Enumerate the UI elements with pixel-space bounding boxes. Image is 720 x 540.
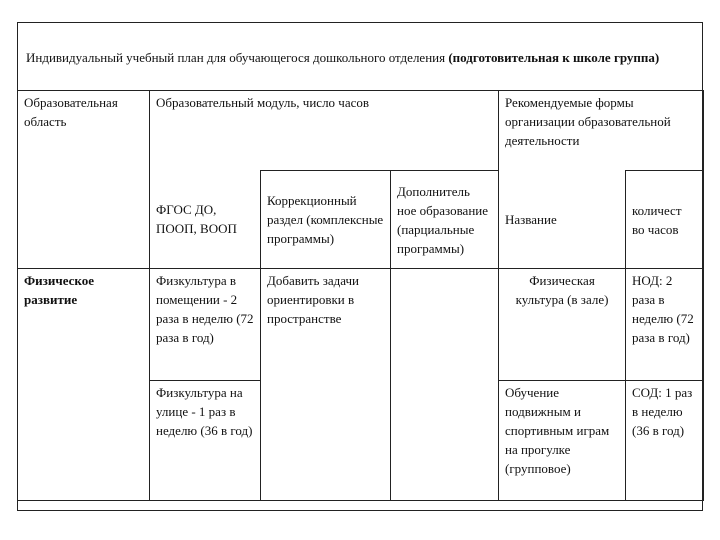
header-name: Название: [499, 171, 626, 269]
header-hours: количест во часов: [626, 171, 704, 269]
table-row: [18, 269, 704, 381]
header-module: Образовательный модуль, число часов: [150, 91, 499, 171]
cell-hours: НОД: 2 раза в неделю (72 раза в год): [626, 269, 704, 381]
header-correction: Коррекционный раздел (комплексные программы): [261, 171, 391, 269]
cell-fgos: Физкультура на улице - 1 раз в неделю (36 в год): [150, 381, 261, 501]
cell-additional: [391, 269, 499, 501]
document-frame: [17, 22, 703, 511]
title-bold: (подготовительная к школе группа): [448, 50, 660, 65]
title-normal: Индивидуальный учебный план для обучающегося дошкольного отделения: [26, 50, 449, 65]
table-header-row: [18, 91, 704, 171]
curriculum-table: [17, 90, 704, 501]
header-additional: Дополнитель ное образование (парциальные программы): [391, 171, 499, 269]
header-area: Образовательная область: [18, 91, 150, 269]
cell-fgos: Физкультура в помещении - 2 раза в неделю (72 раза в год): [150, 269, 261, 381]
cell-name: Физическая культура (в зале): [499, 269, 626, 381]
header-forms: Рекомендуемые формы организации образовательной деятельности: [499, 91, 704, 171]
cell-area: Физическое развитие: [18, 269, 150, 501]
cell-correction: Добавить задачи ориентировки в пространстве: [261, 269, 391, 501]
cell-name: Обучение подвижным и спортивным играм на прогулке (групповое): [499, 381, 626, 501]
cell-hours: СОД: 1 раз в неделю (36 в год): [626, 381, 704, 501]
page-title: [26, 48, 698, 67]
header-fgos: ФГОС ДО, ПООП, ВООП: [150, 171, 261, 269]
